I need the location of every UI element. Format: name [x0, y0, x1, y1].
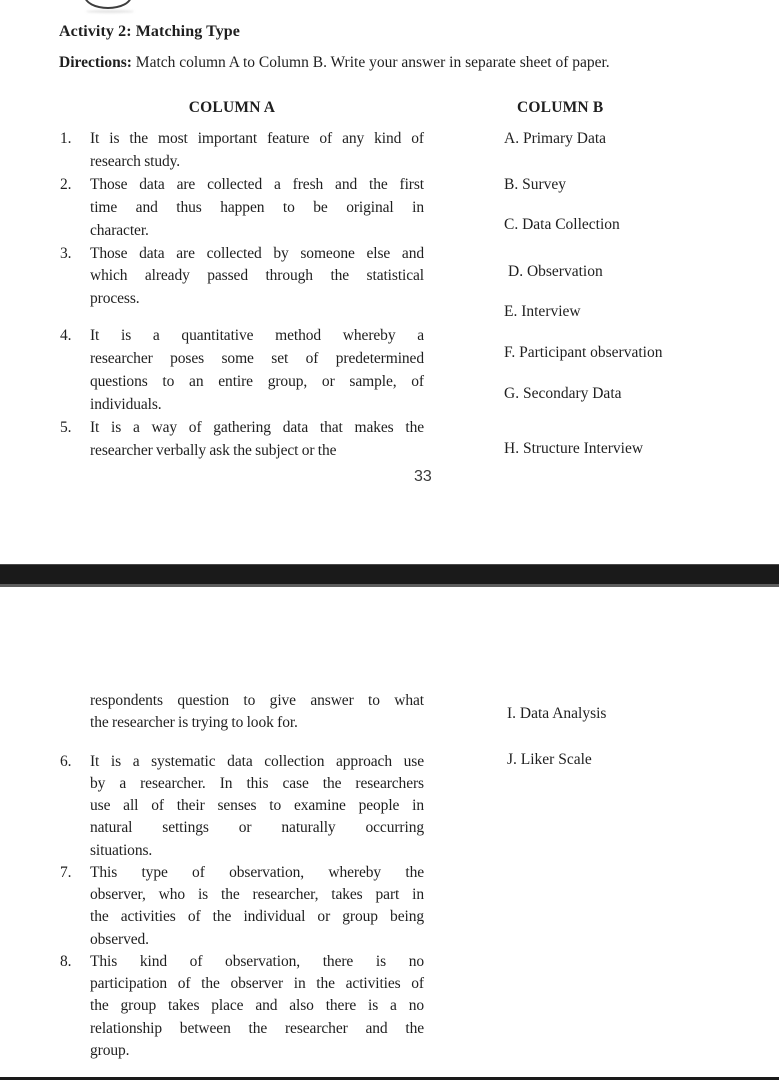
matching-item-1	[60, 128, 424, 174]
option-j: J. Liker Scale	[507, 751, 592, 768]
item-number: 7.	[60, 863, 72, 881]
item-text: It is a quantitative method whereby a researcher poses some set of predetermined questions to an entire group, or sample, of individuals.	[90, 327, 424, 413]
item-number: 2.	[60, 175, 72, 193]
matching-item-4	[60, 325, 424, 417]
option-f: F. Participant observation	[504, 344, 663, 361]
matching-item-3	[60, 243, 424, 312]
item-text: It is a systematic data collection approach use by a researcher. In this case the researchers use all of their senses to examine people in natural settings or naturally occurring situations.	[90, 752, 424, 859]
column-a-list	[60, 128, 424, 463]
matching-item-7	[60, 862, 424, 951]
matching-item-6	[60, 751, 424, 862]
item-text: Those data are collected a fresh and the first time and thus happen to be original in character.	[90, 175, 424, 239]
directions-text: Match column A to Column B. Write your answer in separate sheet of paper.	[131, 54, 610, 71]
item-number: 5.	[60, 418, 72, 436]
option-d: D. Observation	[508, 263, 603, 280]
column-a-header: COLUMN A	[188, 99, 276, 116]
item-number	[60, 690, 90, 735]
directions-label: Directions:	[59, 54, 132, 71]
item-text: This kind of observation, there is no participation of the observer in the activities of the group takes place and also there is a no relationship between the researcher and the group.	[90, 952, 424, 1059]
directions	[59, 54, 610, 72]
item-text: It is the most important feature of any kind of research study.	[90, 130, 424, 170]
item-text: This type of observation, whereby the observer, who is the researcher, takes part in the activities of the individual or group being observed.	[90, 863, 424, 948]
option-c: C. Data Collection	[504, 216, 620, 233]
column-b-header: COLUMN B	[517, 99, 604, 116]
matching-item-8	[60, 951, 424, 1062]
item-text: It is a way of gathering data that makes the researcher verbally ask the subject or the	[90, 418, 424, 459]
matching-item-5-continued	[60, 690, 424, 735]
activity-title: Activity 2: Matching Type	[59, 23, 240, 40]
option-h: H. Structure Interview	[504, 440, 644, 457]
option-g: G. Secondary Data	[504, 385, 622, 402]
item-number: 6.	[60, 752, 72, 770]
matching-item-5	[60, 417, 424, 463]
item-number: 1.	[60, 130, 72, 147]
page-divider-bar	[0, 564, 779, 587]
item-text: Those data are collected by someone else and which already passed through the statistical process.	[90, 244, 424, 308]
option-e: E. Interview	[504, 303, 581, 320]
item-number: 8.	[60, 952, 72, 970]
item-text: respondents question to give answer to what the researcher is trying to look for.	[90, 692, 424, 732]
item-number: 4.	[60, 327, 72, 345]
logo-shadow	[86, 10, 134, 13]
item-number: 3.	[60, 244, 72, 262]
option-a: A. Primary Data	[504, 130, 607, 147]
column-a-list-continued	[60, 690, 424, 1062]
option-b: B. Survey	[504, 176, 566, 193]
option-i: I. Data Analysis	[507, 705, 607, 722]
column-b-list	[504, 130, 744, 460]
page-number: 33	[414, 468, 432, 485]
matching-item-2	[60, 174, 424, 243]
logo-arc-icon	[84, 0, 132, 9]
